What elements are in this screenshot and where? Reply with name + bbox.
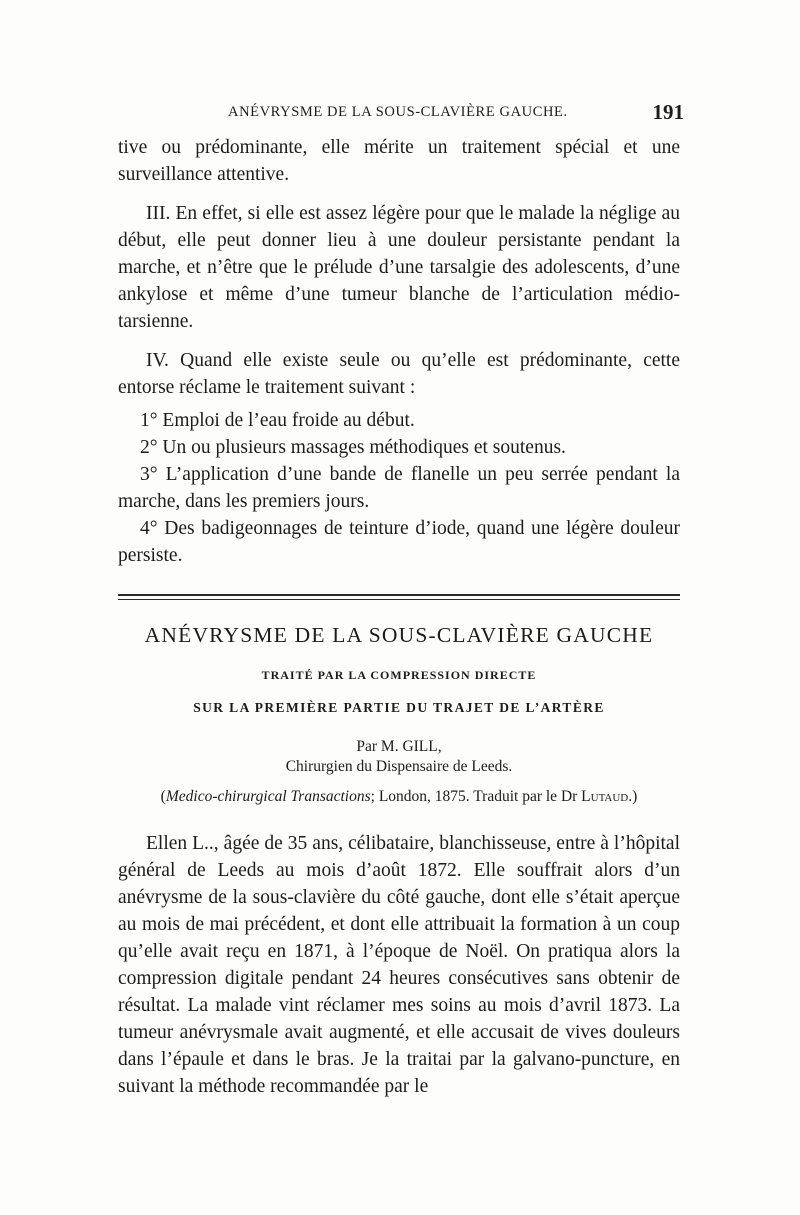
previous-article-text bbox=[118, 134, 680, 569]
case-paragraph: Ellen L.., âgée de 35 ans, célibataire, blanchisseuse, entre à l’hôpital général de Leeds au mois d’août 1872. Elle souffrait alors d’un anévrysme de la sous-clavière du côté gauche, dont elle s’était aperçue au mois de mai précédent, et dont elle attribuait la formation à un coup qu’elle avait reçu en 1871, à l’époque de Noël. On pratiqua alors la compression digitale pendant 24 heures consécutives sans obtenir de résultat. La malade vint réclamer mes soins au mois d’avril 1873. La tumeur anévrysmale avait augmenté, et elle accusait de vives douleurs dans l’épaule et dans le bras. Je la traitai par la galvano-puncture, en suivant la méthode recommandée par le bbox=[118, 833, 680, 1097]
section-divider-rule-thin bbox=[118, 599, 680, 600]
running-title: ANÉVRYSME DE LA SOUS-CLAVIÈRE GAUCHE. bbox=[228, 104, 568, 120]
page-number: 191 bbox=[652, 100, 684, 124]
continuation-paragraph: tive ou prédominante, elle mérite un traitement spécial et une surveillance attentive. bbox=[118, 137, 680, 185]
source-open-paren: ( bbox=[160, 788, 166, 805]
article-source bbox=[118, 788, 680, 806]
article-body-text bbox=[118, 830, 680, 1100]
source-journal: Medico-chirurgical Transactions bbox=[165, 788, 371, 805]
treatment-item-2: 2° Un ou plusieurs massages méthodiques et soutenus. bbox=[140, 437, 566, 458]
section-iv-paragraph: IV. Quand elle existe seule ou qu’elle est prédominante, cette entorse réclame le traitement suivant : bbox=[118, 350, 680, 398]
author-affiliation: Chirurgien du Dispensaire de Leeds. bbox=[285, 758, 513, 775]
section-divider-rule bbox=[118, 594, 680, 596]
article-title: ANÉVRYSME DE LA SOUS-CLAVIÈRE GAUCHE bbox=[144, 623, 654, 647]
source-translator: Lutaud bbox=[581, 788, 629, 805]
article-subtitle-line-1: TRAITÉ PAR LA COMPRESSION DIRECTE bbox=[261, 668, 537, 682]
source-close-paren: .) bbox=[628, 788, 638, 805]
running-header bbox=[118, 100, 684, 126]
article-subtitle-line-2: SUR LA PREMIÈRE PARTIE DU TRAJET DE L’ARTÈRE bbox=[193, 700, 605, 715]
treatment-item-1: 1° Emploi de l’eau froide au début. bbox=[140, 410, 415, 431]
article-author: Par M. GILL, bbox=[356, 738, 442, 755]
section-iii-paragraph: III. En effet, si elle est assez légère pour que le malade la néglige au début, elle peut donner lieu à une douleur persistante pendant la marche, et n’être que le prélude d’une tarsalgie des adolescents, d’une ankylose et même d’une tumeur blanche de l’articulation médio-tarsienne. bbox=[118, 203, 680, 332]
treatment-item-4: 4° Des badigeonnages de teinture d’iode, quand une légère douleur persiste. bbox=[118, 518, 680, 566]
treatment-item-3: 3° L’application d’une bande de flanelle un peu serrée pendant la marche, dans les premiers jours. bbox=[118, 464, 680, 512]
source-details: ; London, 1875. Traduit par le Dr bbox=[370, 788, 582, 805]
